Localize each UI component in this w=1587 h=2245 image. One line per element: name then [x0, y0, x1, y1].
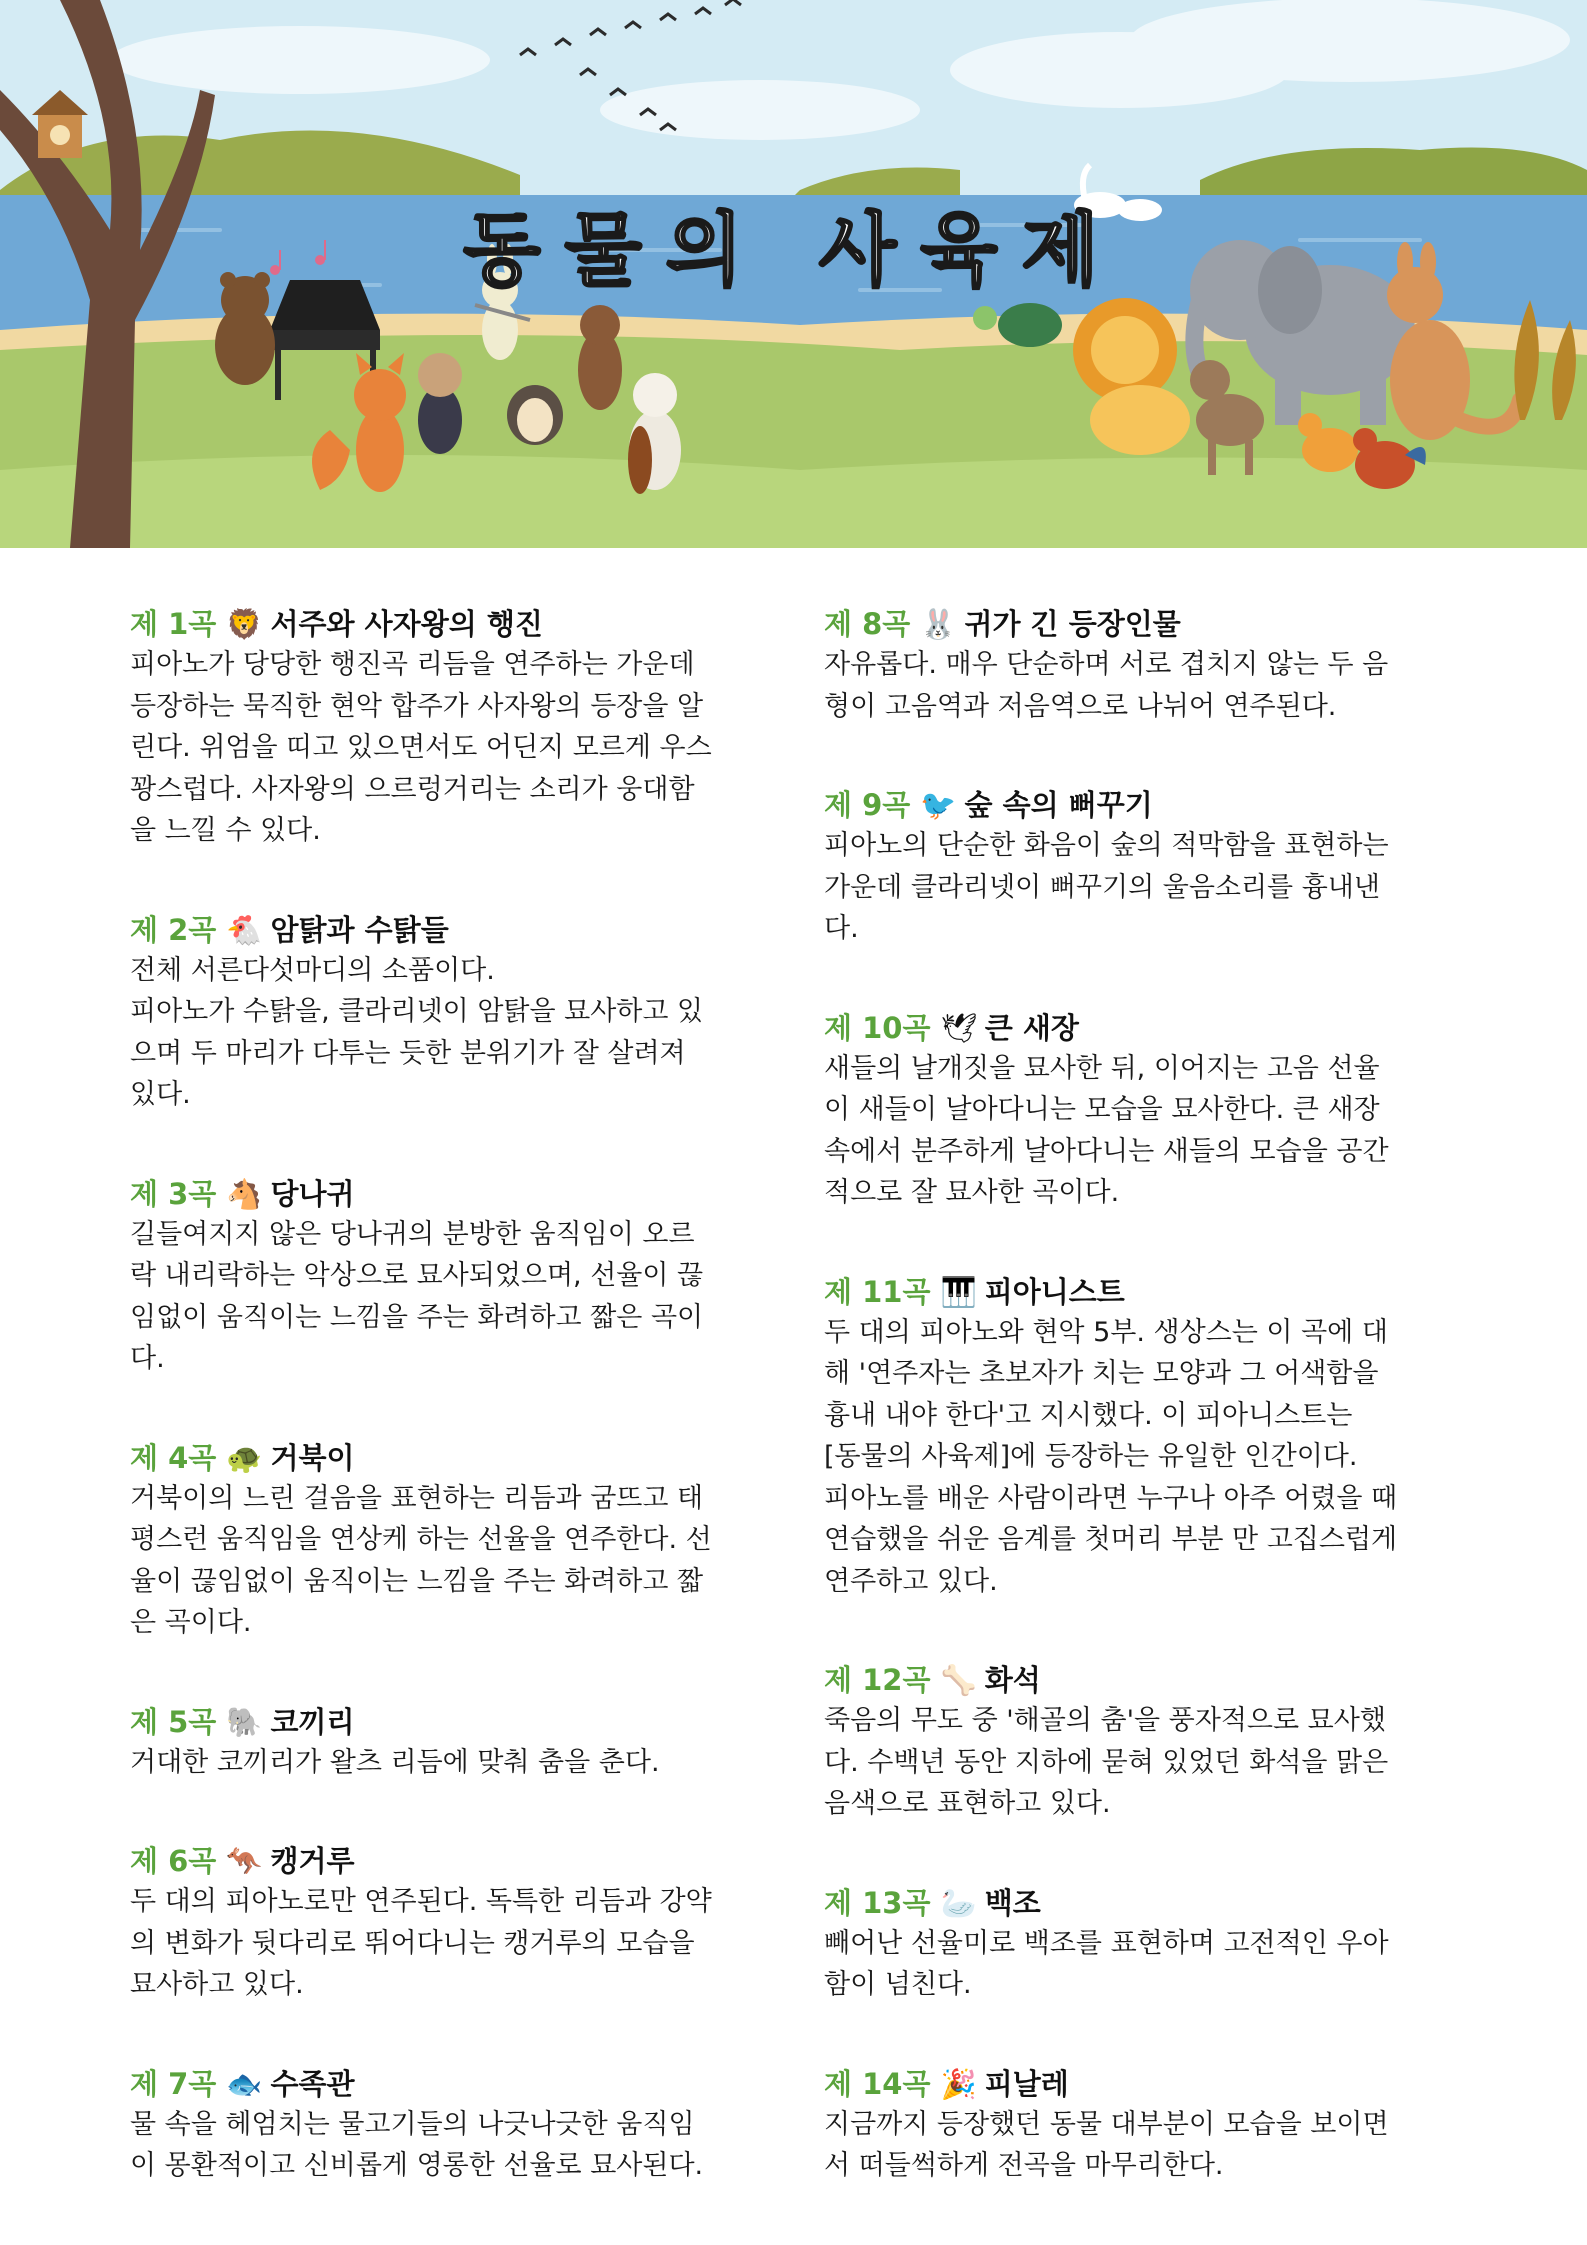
- piece-number: 제 8곡: [824, 607, 911, 641]
- piece-title: 피날레: [984, 2066, 1069, 2101]
- pieces-column-left: [130, 604, 770, 2187]
- piece-entry: [824, 1272, 1464, 1603]
- piece-number: 제 3곡: [130, 1176, 217, 1211]
- piece-entry: [130, 1174, 770, 1380]
- piece-entry: [824, 604, 1464, 727]
- piece-number: 제 14곡: [824, 2066, 931, 2101]
- piece-heading: [130, 1174, 770, 1214]
- bone-icon: 🦴: [940, 1663, 977, 1697]
- piece-description: 피아노의 단순한 화음이 숲의 적막함을 표현하는 가운데 클라리넷이 뻐꾸기의 울음소리를 흉내낸 다.: [824, 830, 1389, 944]
- piece-description: 두 대의 피아노로만 연주된다. 독특한 리듬과 강약 의 변화가 뒷다리로 뛰어다니는 캥거루의 모습을 묘사하고 있다.: [130, 1886, 712, 2000]
- piece-title: 거북이: [270, 1440, 355, 1475]
- pieces-column-right: [824, 604, 1464, 2187]
- rabbit-icon: 🐰: [920, 607, 957, 641]
- hedgehog-icon: [507, 385, 563, 445]
- piece-heading: [824, 1272, 1464, 1312]
- piece-heading: [130, 910, 770, 950]
- piece-number: 제 12곡: [824, 1663, 931, 1697]
- dog-violinist-icon: [418, 353, 462, 454]
- piece-description: 물 속을 헤엄치는 물고기들의 나긋나긋한 움직임 이 몽환적이고 신비롭게 영롱한 선율로 묘사된다.: [130, 2108, 704, 2181]
- bird-icon: 🐦: [920, 788, 957, 822]
- piece-number: 제 11곡: [824, 1274, 931, 1309]
- kangaroo-icon: 🦘: [226, 1844, 263, 1878]
- piece-description: 두 대의 피아노와 현악 5부. 생상스는 이 곡에 대 해 '연주자는 초보자가 치는 모양과 그 어색함을 흉내 내야 한다'고 지시했다. 이 피아니스트는 [동물의 사육제]에 등장하는 유일한 인간이다. 피아노를 배운 사람이라면 누구나 아주 어렸을 때 연습했을 쉬운 음계를 첫머리 부분 만 고집스럽게 연주하고 있다.: [824, 1316, 1398, 1597]
- turtle-icon: 🐢: [226, 1440, 263, 1475]
- piece-heading: [130, 1841, 770, 1881]
- piece-entry: [824, 1883, 1464, 2006]
- piece-heading: [824, 1660, 1464, 1700]
- piece-number: 제 10곡: [824, 1010, 931, 1045]
- owl-violinist-icon: [578, 305, 622, 410]
- piece-description: 피아노가 당당한 행진곡 리듬을 연주하는 가운데 등장하는 묵직한 현악 합주가 사자왕의 등장을 알 린다. 위엄을 띠고 있으면서도 어딘지 모르게 우스 꽝스럽다. 사자왕의 으르렁거리는 소리가 웅대함 을 느낄 수 있다.: [130, 649, 712, 846]
- piece-entry: [130, 2064, 770, 2187]
- piece-title: 암탉과 수탉들: [270, 912, 449, 947]
- piece-number: 제 1곡: [130, 607, 217, 641]
- piece-entry: [130, 1702, 770, 1784]
- piece-description: 빼어난 선율미로 백조를 표현하며 고전적인 우아 함이 넘친다.: [824, 1927, 1389, 2000]
- piece-heading: [130, 1702, 770, 1742]
- piece-number: 제 5곡: [130, 1704, 217, 1739]
- sheep-cellist-icon: [628, 373, 681, 494]
- piece-description: 길들여지지 않은 당나귀의 분방한 움직임이 오르 락 내리락하는 악상으로 묘사되었으며, 선율이 끊 임없이 움직이는 느낌을 주는 화려하고 짧은 곡이 다.: [130, 1218, 704, 1374]
- piece-title: 화석: [984, 1663, 1041, 1697]
- piece-number: 제 13곡: [824, 1885, 931, 1920]
- header-illustration: [0, 0, 1587, 548]
- piece-heading: [824, 1883, 1464, 1923]
- piece-entry: [824, 2064, 1464, 2187]
- piece-heading: [824, 1008, 1464, 1048]
- piece-description: 새들의 날개짓을 묘사한 뒤, 이어지는 고음 선율 이 새들이 날아다니는 모습을 묘사한다. 큰 새장 속에서 분주하게 날아다니는 새들의 모습을 공간 적으로 잘 묘사한 곡이다.: [824, 1052, 1389, 1208]
- fish-icon: 🐟: [226, 2066, 263, 2101]
- dove-icon: 🕊: [940, 1010, 978, 1045]
- piece-heading: [130, 1438, 770, 1478]
- elephant-icon: 🐘: [226, 1704, 263, 1739]
- piece-heading: [130, 2064, 770, 2104]
- piece-heading: [824, 604, 1464, 644]
- piece-number: 제 2곡: [130, 912, 217, 947]
- piece-title: 백조: [984, 1885, 1041, 1920]
- piece-title: 큰 새장: [984, 1010, 1079, 1045]
- piece-entry: [130, 1438, 770, 1644]
- party-popper-icon: 🎉: [940, 2066, 977, 2101]
- page-title: 동물의 사육제: [463, 204, 1123, 297]
- piece-entry: [824, 1008, 1464, 1214]
- piece-number: 제 9곡: [824, 788, 911, 822]
- piano-keys-icon: 🎹: [940, 1274, 977, 1309]
- piece-number: 제 6곡: [130, 1844, 217, 1878]
- piece-description: 죽음의 무도 중 '해골의 춤'을 풍자적으로 묘사했 다. 수백년 동안 지하에 묻혀 있었던 화석을 맑은 음색으로 표현하고 있다.: [824, 1705, 1389, 1819]
- horse-icon: 🐴: [226, 1176, 263, 1211]
- piece-title: 당나귀: [270, 1176, 355, 1211]
- piece-title: 서주와 사자왕의 행진: [270, 607, 543, 641]
- piece-number: 제 7곡: [130, 2066, 217, 2101]
- piece-description: 거대한 코끼리가 왈츠 리듬에 맞춰 춤을 춘다.: [130, 1746, 660, 1778]
- piece-entry: [824, 785, 1464, 950]
- piece-description: 거북이의 느린 걸음을 표현하는 리듬과 굼뜨고 태 평스런 움직임을 연상케 하는 선율을 연주한다. 선 율이 끊임없이 움직이는 느낌을 주는 화려하고 짧 은 곡이다.: [130, 1482, 712, 1638]
- lion-icon: 🦁: [226, 607, 263, 641]
- piece-entry: [824, 1660, 1464, 1825]
- piece-title: 수족관: [270, 2066, 355, 2101]
- piece-entry: [130, 910, 770, 1116]
- piece-entry: [130, 1841, 770, 2006]
- piece-description: 지금까지 등장했던 동물 대부분이 모습을 보이면 서 떠들썩하게 전곡을 마무리한다.: [824, 2108, 1389, 2181]
- piece-heading: [824, 2064, 1464, 2104]
- piece-title: 피아니스트: [984, 1274, 1125, 1309]
- piece-title: 숲 속의 뻐꾸기: [964, 788, 1153, 822]
- piece-number: 제 4곡: [130, 1440, 217, 1475]
- piece-description: 전체 서른다섯마디의 소품이다. 피아노가 수탉을, 클라리넷이 암탉을 묘사하고 있 으며 두 마리가 다투는 듯한 분위기가 잘 살려져 있다.: [130, 954, 704, 1110]
- piece-heading: [824, 785, 1464, 825]
- piece-description: 자유롭다. 매우 단순하며 서로 겹치지 않는 두 음 형이 고음역과 저음역으로 나뉘어 연주된다.: [824, 649, 1389, 722]
- chicken-icon: 🐔: [226, 912, 263, 947]
- piece-title: 코끼리: [270, 1704, 355, 1739]
- piece-heading: [130, 604, 770, 644]
- piece-title: 귀가 긴 등장인물: [964, 607, 1181, 641]
- piece-title: 캥거루: [270, 1844, 355, 1878]
- swan-icon: 🦢: [940, 1885, 977, 1920]
- piece-entry: [130, 604, 770, 852]
